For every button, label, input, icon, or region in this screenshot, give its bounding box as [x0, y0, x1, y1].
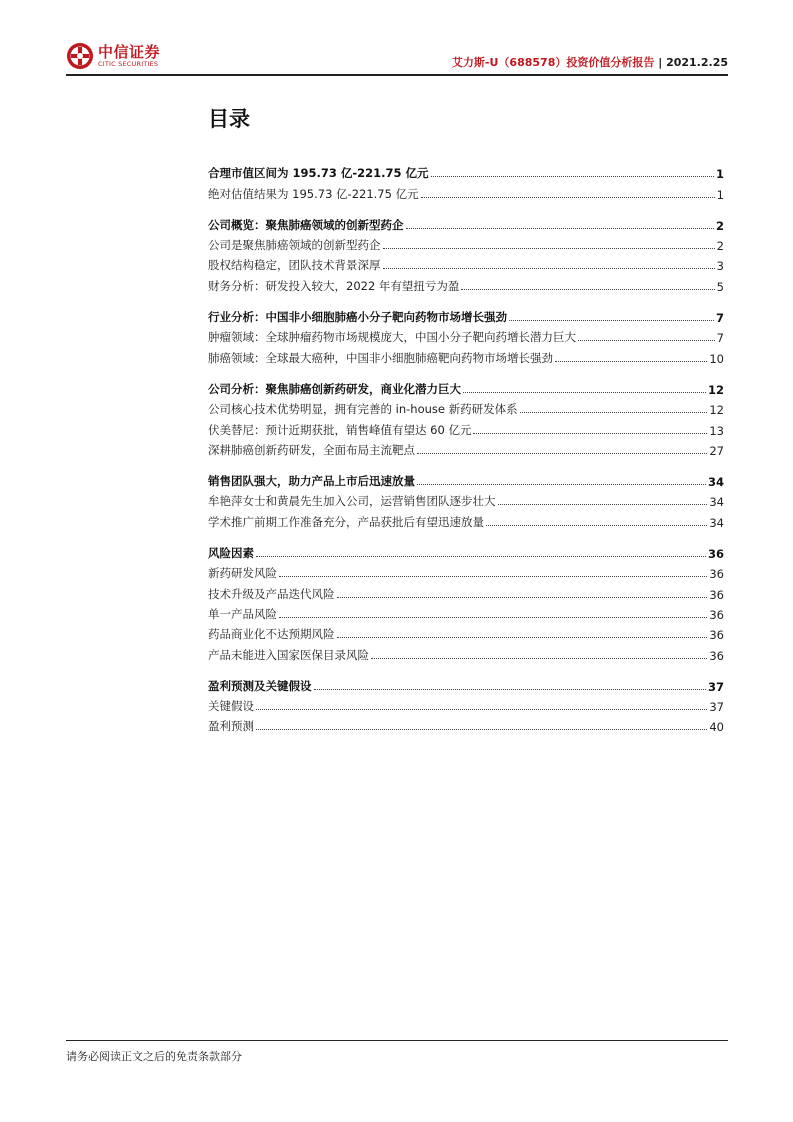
dot-leader	[421, 196, 715, 198]
dot-leader	[431, 175, 714, 177]
toc-subsection-entry-title: 学术推广前期工作准备充分，产品获批后有望迅速放量	[208, 514, 484, 529]
toc-section-heading[interactable]	[208, 213, 724, 233]
dot-leader	[555, 360, 707, 362]
dot-leader	[417, 483, 706, 485]
toc-subsection-entry-page-number: 36	[709, 567, 724, 582]
toc-subsection-entry-title: 技术升级及产品迭代风险	[208, 586, 335, 601]
toc-section-heading-page-number: 37	[707, 679, 724, 694]
toc-section-heading-page-number: 36	[707, 547, 724, 562]
dot-leader	[314, 688, 706, 690]
toc-subsection-entry-title: 新药研发风险	[208, 566, 277, 581]
dot-leader	[279, 616, 707, 618]
dot-leader	[371, 657, 707, 659]
toc-section-heading-title: 行业分析：中国非小细胞肺癌小分子靶向药物市场增长强劲	[208, 310, 507, 325]
toc-subsection-entry-page-number: 34	[709, 515, 724, 530]
toc-subsection-entry-title: 公司是聚焦肺癌领域的创新型药企	[208, 238, 381, 253]
toc-subsection-entry-page-number: 27	[709, 443, 724, 458]
toc-subsection-entry-page-number: 36	[709, 648, 724, 663]
header-divider	[66, 74, 728, 76]
toc-section-heading-title: 盈利预测及关键假设	[208, 678, 312, 693]
toc-section-heading-page-number: 12	[707, 382, 724, 397]
dot-leader	[279, 575, 707, 577]
toc-subsection-entry-page-number: 36	[709, 587, 724, 602]
toc-subsection-entry-title: 伏美替尼：预计近期获批，销售峰值有望达 60 亿元	[208, 422, 472, 437]
logo-chinese-name: 中信证券	[98, 43, 161, 61]
toc-subsection-entry[interactable]	[208, 345, 724, 365]
toc-section-heading[interactable]	[208, 541, 724, 561]
toc-subsection-entry-title: 牟艳萍女士和黄晨先生加入公司，运营销售团队逐步壮大	[208, 494, 496, 509]
toc-subsection-entry[interactable]	[208, 181, 724, 201]
toc-subsection-entry-title: 产品未能进入国家医保目录风险	[208, 647, 369, 662]
dot-leader	[509, 319, 714, 321]
toc-section-heading[interactable]	[208, 469, 724, 489]
toc-subsection-entry[interactable]	[208, 581, 724, 601]
report-title-text: 艾力斯-U（688578）投资价值分析报告	[451, 56, 655, 69]
toc-section	[208, 674, 724, 735]
toc-subsection-entry-page-number: 7	[716, 331, 724, 346]
dot-leader	[256, 728, 707, 730]
toc-section-heading-title: 公司概览：聚焦肺癌领域的创新型药企	[208, 217, 404, 232]
toc-subsection-entry-title: 公司核心技术优势明显，拥有完善的 in-house 新药研发体系	[208, 402, 518, 417]
toc-subsection-entry[interactable]	[208, 694, 724, 714]
toc-subsection-entry-page-number: 36	[709, 607, 724, 622]
dot-leader	[256, 708, 707, 710]
toc-subsection-entry[interactable]	[208, 438, 724, 458]
toc-subsection-entry-page-number: 1	[716, 187, 724, 202]
toc-subsection-entry-title: 药品商业化不达预期风险	[208, 627, 335, 642]
toc-subsection-entry-title: 盈利预测	[208, 719, 254, 734]
toc-subsection-entry-title: 肺癌领域：全球最大癌种，中国非小细胞肺癌靶向药物市场增长强劲	[208, 350, 553, 365]
dot-leader	[486, 524, 707, 526]
header-separator: |	[658, 56, 663, 69]
dot-leader	[417, 452, 707, 454]
dot-leader	[337, 636, 708, 638]
toc-section-heading-page-number: 34	[707, 475, 724, 490]
toc-subsection-entry[interactable]	[208, 273, 724, 293]
report-title	[452, 54, 728, 70]
toc-section-heading[interactable]	[208, 305, 724, 325]
toc-subsection-entry-page-number: 2	[716, 239, 724, 254]
dot-leader	[520, 411, 708, 413]
toc-subsection-entry-title: 绝对估值结果为 195.73 亿-221.75 亿元	[208, 186, 419, 201]
toc-subsection-entry[interactable]	[208, 642, 724, 662]
toc-section-heading-title: 销售团队强大，助力产品上市后迅速放量	[208, 474, 415, 489]
toc-subsection-entry-page-number: 36	[709, 628, 724, 643]
toc-section-heading-page-number: 2	[715, 218, 724, 233]
page-header	[66, 38, 728, 76]
footer-divider	[66, 1040, 728, 1041]
toc-subsection-entry[interactable]	[208, 325, 724, 345]
toc-subsection-entry-page-number: 34	[709, 495, 724, 510]
toc-subsection-entry-page-number: 12	[709, 403, 724, 418]
toc-subsection-entry-title: 肿瘤领域：全球肿瘤药物市场规模庞大，中国小分子靶向药增长潜力巨大	[208, 330, 576, 345]
toc-section-heading-title: 风险因素	[208, 546, 254, 561]
toc-subsection-entry[interactable]	[208, 509, 724, 529]
disclaimer-note: 请务必阅读正文之后的免责条款部分	[66, 1050, 242, 1063]
toc-subsection-entry[interactable]	[208, 417, 724, 437]
toc-subsection-entry-title: 单一产品风险	[208, 606, 277, 621]
dot-leader	[406, 227, 714, 229]
toc-subsection-entry[interactable]	[208, 233, 724, 253]
toc-section	[208, 377, 724, 458]
toc-subsection-entry-page-number: 10	[709, 351, 724, 366]
toc-subsection-entry[interactable]	[208, 397, 724, 417]
toc-section-heading-page-number: 1	[715, 167, 724, 182]
toc-subsection-entry[interactable]	[208, 561, 724, 581]
toc-subsection-entry[interactable]	[208, 622, 724, 642]
toc-section	[208, 213, 724, 294]
logo-english-name: CITIC SECURITIES	[98, 60, 159, 68]
dot-leader	[463, 391, 706, 393]
toc-section	[208, 541, 724, 663]
toc-subsection-entry[interactable]	[208, 253, 724, 273]
dot-leader	[473, 432, 707, 434]
dot-leader	[578, 339, 715, 341]
toc-subsection-entry-page-number: 37	[709, 700, 724, 715]
toc-subsection-entry-title: 深耕肺癌创新药研发，全面布局主流靶点	[208, 442, 415, 457]
table-of-contents	[208, 161, 724, 745]
dot-leader	[461, 288, 714, 290]
toc-subsection-entry-page-number: 40	[709, 720, 724, 735]
toc-subsection-entry-title: 关键假设	[208, 699, 254, 714]
toc-subsection-entry-page-number: 3	[716, 259, 724, 274]
toc-section-heading-title: 合理市值区间为 195.73 亿-221.75 亿元	[208, 166, 429, 181]
dot-leader	[337, 596, 708, 598]
citic-logo	[66, 42, 160, 70]
dot-leader	[498, 503, 708, 505]
toc-subsection-entry[interactable]	[208, 602, 724, 622]
toc-section-heading[interactable]	[208, 377, 724, 397]
toc-section-heading-page-number: 7	[715, 311, 724, 326]
dot-leader	[383, 247, 715, 249]
dot-leader	[383, 267, 715, 269]
toc-section	[208, 305, 724, 366]
toc-subsection-entry-title: 股权结构稳定，团队技术背景深厚	[208, 258, 381, 273]
toc-section-heading[interactable]	[208, 674, 724, 694]
citic-emblem-icon	[66, 42, 94, 70]
toc-heading: 目录	[208, 107, 250, 131]
toc-subsection-entry-page-number: 5	[716, 279, 724, 294]
toc-subsection-entry[interactable]	[208, 489, 724, 509]
toc-subsection-entry-page-number: 13	[709, 423, 724, 438]
toc-section	[208, 161, 724, 202]
toc-subsection-entry-title: 财务分析：研发投入较大，2022 年有望扭亏为盈	[208, 278, 460, 293]
toc-section-heading[interactable]	[208, 161, 724, 181]
toc-section	[208, 469, 724, 530]
toc-subsection-entry[interactable]	[208, 714, 724, 734]
dot-leader	[256, 555, 706, 557]
report-date: 2021.2.25	[666, 56, 728, 69]
toc-section-heading-title: 公司分析：聚焦肺癌创新药研发，商业化潜力巨大	[208, 381, 461, 396]
